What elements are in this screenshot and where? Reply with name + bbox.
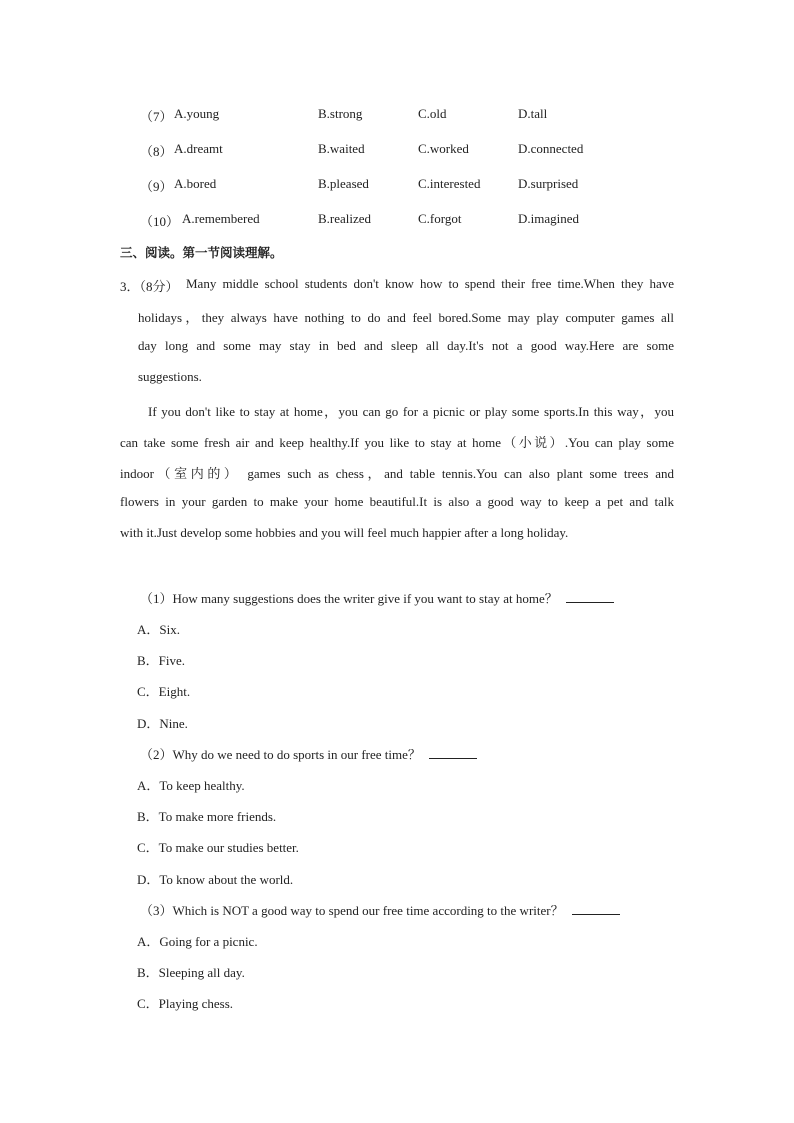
option-d: D.imagined (518, 211, 580, 226)
question-text: （1）How many suggestions does the writer give if you want to stay at home？ (140, 591, 558, 606)
passage-line: If you don't like to stay at home，you can go for a picnic or play some sports.In this way，you (148, 404, 674, 419)
answer-choice[interactable]: A．To keep healthy. (137, 778, 245, 793)
option-a: A.dreamt (174, 141, 223, 156)
option-c: C.old (418, 106, 447, 121)
section-title: 三、阅读。第一节阅读理解。 (120, 245, 283, 260)
answer-choice[interactable]: C．To make our studies better. (137, 840, 299, 855)
passage-line: Many middle school students don't know how to spend their free time.When they have (186, 276, 674, 291)
option-number: （8） (140, 144, 173, 159)
option-b: B.strong (318, 106, 363, 121)
option-a: A.remembered (182, 211, 260, 226)
answer-choice[interactable]: D．Nine. (137, 716, 188, 731)
answer-choice[interactable]: C．Playing chess. (137, 996, 234, 1011)
question-text: （3）Which is NOT a good way to spend our free time according to the writer？ (140, 903, 564, 918)
option-a: A.bored (174, 176, 217, 191)
answer-blank[interactable] (566, 590, 614, 603)
passage-line: indoor（室内的） games such as chess，and table tennis.You can also plant some trees and (120, 466, 674, 481)
option-c: C.worked (418, 141, 469, 156)
answer-choice[interactable]: B．Five. (137, 653, 186, 668)
answer-choice[interactable]: D．To know about the world. (137, 872, 294, 887)
option-d: D.tall (518, 106, 548, 121)
answer-choice[interactable]: A．Six. (137, 622, 180, 637)
passage-line: holidays，they always have nothing to do and feel bored.Some may play computer games all (138, 310, 674, 325)
option-d: D.surprised (518, 176, 579, 191)
answer-choice[interactable]: C．Eight. (137, 684, 191, 699)
cloze-option-row (0, 106, 794, 126)
passage-line: can take some fresh air and keep healthy.If you like to stay at home（小说）.You can play some (120, 435, 674, 450)
option-b: B.waited (318, 141, 365, 156)
passage-line: with it.Just develop some hobbies and you will feel much happier after a long holiday. (120, 525, 569, 540)
option-b: B.realized (318, 211, 372, 226)
option-d: D.connected (518, 141, 584, 156)
passage-line: suggestions. (138, 369, 202, 384)
option-a: A.young (174, 106, 220, 121)
option-b: B.pleased (318, 176, 369, 191)
option-number: （7） (140, 109, 173, 124)
passage-line: flowers in your garden to make your home beautiful.It is also a good way to keep a pet and talk (120, 494, 674, 509)
option-c: C.forgot (418, 211, 462, 226)
option-number: （10） (140, 214, 180, 229)
answer-choice[interactable]: B．Sleeping all day. (137, 965, 245, 980)
question-text: （2）Why do we need to do sports in our free time？ (140, 747, 421, 762)
answer-choice[interactable]: A．Going for a picnic. (137, 934, 258, 949)
cloze-option-row (0, 211, 794, 231)
cloze-option-row (0, 176, 794, 196)
cloze-option-row (0, 141, 794, 161)
question-number: 3．（8分） (120, 279, 179, 294)
question-stem (140, 744, 477, 763)
answer-blank[interactable] (429, 746, 477, 759)
option-number: （9） (140, 179, 173, 194)
answer-blank[interactable] (572, 902, 620, 915)
question-stem (140, 900, 620, 919)
question-stem (140, 588, 614, 607)
answer-choice[interactable]: B．To make more friends. (137, 809, 277, 824)
option-c: C.interested (418, 176, 481, 191)
passage-line: day long and some may stay in bed and sleep all day.It's not a good way.Here are some (138, 338, 674, 353)
